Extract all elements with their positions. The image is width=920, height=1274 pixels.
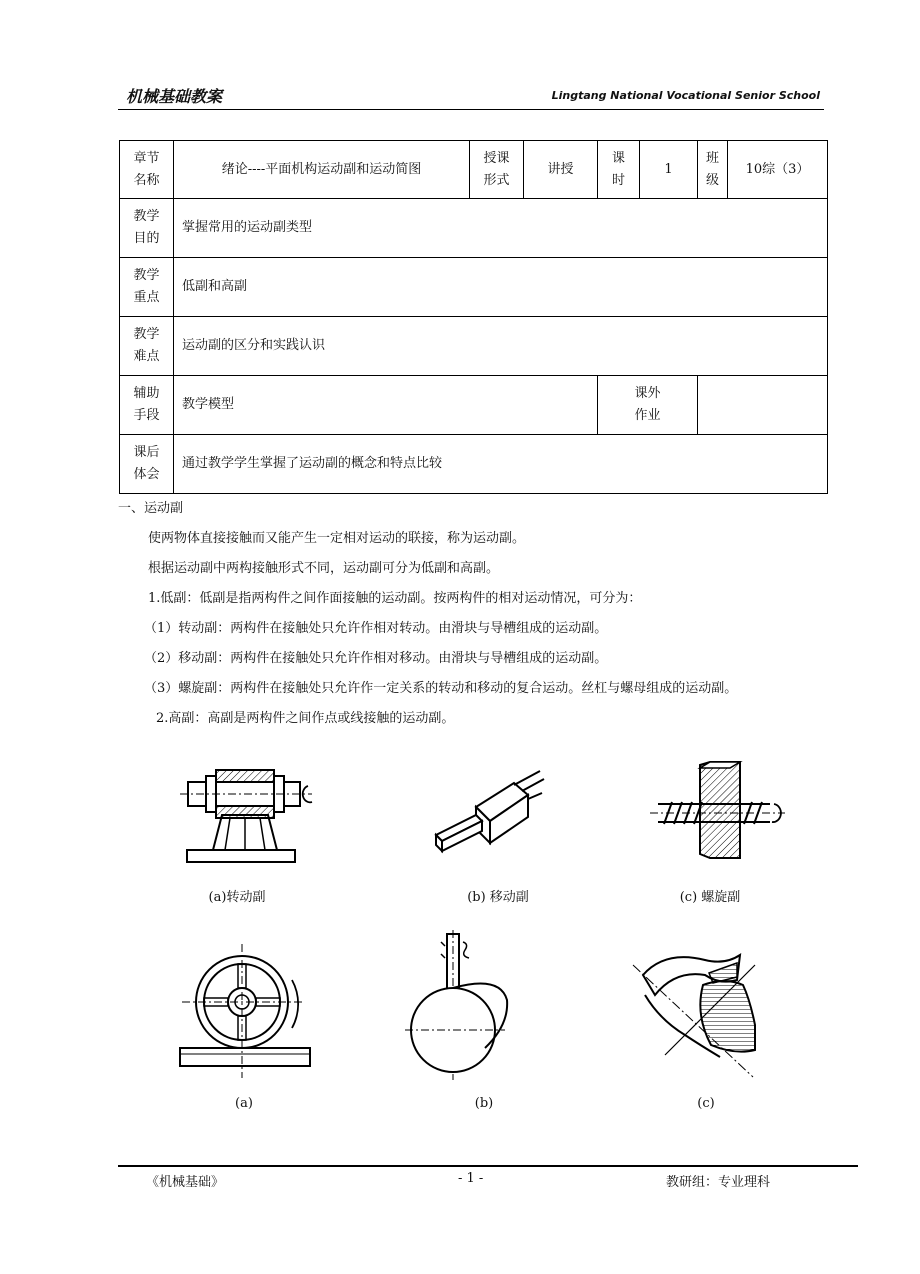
goal-label: 教学 目的 [120,199,174,258]
class-label: 班 级 [698,141,728,199]
paragraph-7: 2.高副：高副是两构件之间作点或线接触的运动副。 [156,711,455,726]
header-school: Lingtang National Vocational Senior School [551,89,820,102]
paragraph-5: （2）移动副：两构件在接触处只允许作相对移动。由滑块与导槽组成的运动副。 [144,651,608,666]
row-chapter [120,141,828,199]
aid-value: 教学模型 [174,376,598,435]
footer-divider [118,1165,858,1167]
prismatic-pair-figure [428,765,548,855]
screw-pair-figure [650,760,790,870]
chapter-value: 绪论----平面机构运动副和运动简图 [174,141,470,199]
section-heading: 一、运动副 [118,501,184,516]
header-divider [118,109,824,110]
caption-screw: (c) 螺旋副 [679,890,741,905]
paragraph-2: 根据运动副中两构接触形式不同，运动副可分为低副和高副。 [148,561,500,576]
row-key [120,258,828,317]
header-title: 机械基础教案 [126,87,223,106]
reflection-value: 通过教学学生掌握了运动副的概念和特点比较 [174,435,828,494]
paragraph-6: （3）螺旋副：两构件在接触处只允许作一定关系的转动和移动的复合运动。丝杠与螺母组成的运动副。 [144,681,738,696]
hours-value: 1 [640,141,698,199]
caption-cam: (b) [474,1096,494,1111]
hours-label: 课 时 [598,141,640,199]
key-label: 教学 重点 [120,258,174,317]
lesson-info-table [119,140,828,494]
wheel-on-rail-figure [176,940,316,1080]
gear-mesh-figure [625,945,765,1085]
paragraph-1: 使两物体直接接触而又能产生一定相对运动的联接，称为运动副。 [148,531,526,546]
key-value: 低副和高副 [174,258,828,317]
paragraph-4: （1）转动副：两构件在接触处只允许作相对转动。由滑块与导槽组成的运动副。 [144,621,608,636]
class-value: 10综（3） [728,141,828,199]
cam-follower-figure [405,930,525,1090]
row-aid [120,376,828,435]
difficulty-label: 教学 难点 [120,317,174,376]
goal-value: 掌握常用的运动副类型 [174,199,828,258]
row-difficulty [120,317,828,376]
homework-label: 课外 作业 [598,376,698,435]
aid-label: 辅助 手段 [120,376,174,435]
caption-prismatic: (b) 移动副 [467,890,529,905]
row-goal [120,199,828,258]
form-value: 讲授 [524,141,598,199]
caption-gear: (c) [697,1096,715,1111]
footer-group: 教研组：专业理科 [666,1175,771,1190]
footer-book: 《机械基础》 [146,1175,225,1190]
paragraph-3: 1.低副：低副是指两构件之间作面接触的运动副。按两构件的相对运动情况，可分为： [148,591,642,606]
footer-page-number: - 1 - [458,1171,484,1186]
row-reflection [120,435,828,494]
homework-value [698,376,828,435]
caption-wheel: (a) [235,1096,253,1111]
caption-revolute: (a)转动副 [208,890,266,905]
revolute-pair-figure [180,760,320,870]
difficulty-value: 运动副的区分和实践认识 [174,317,828,376]
chapter-label: 章节 名称 [120,141,174,199]
form-label: 授课 形式 [470,141,524,199]
reflection-label: 课后 体会 [120,435,174,494]
